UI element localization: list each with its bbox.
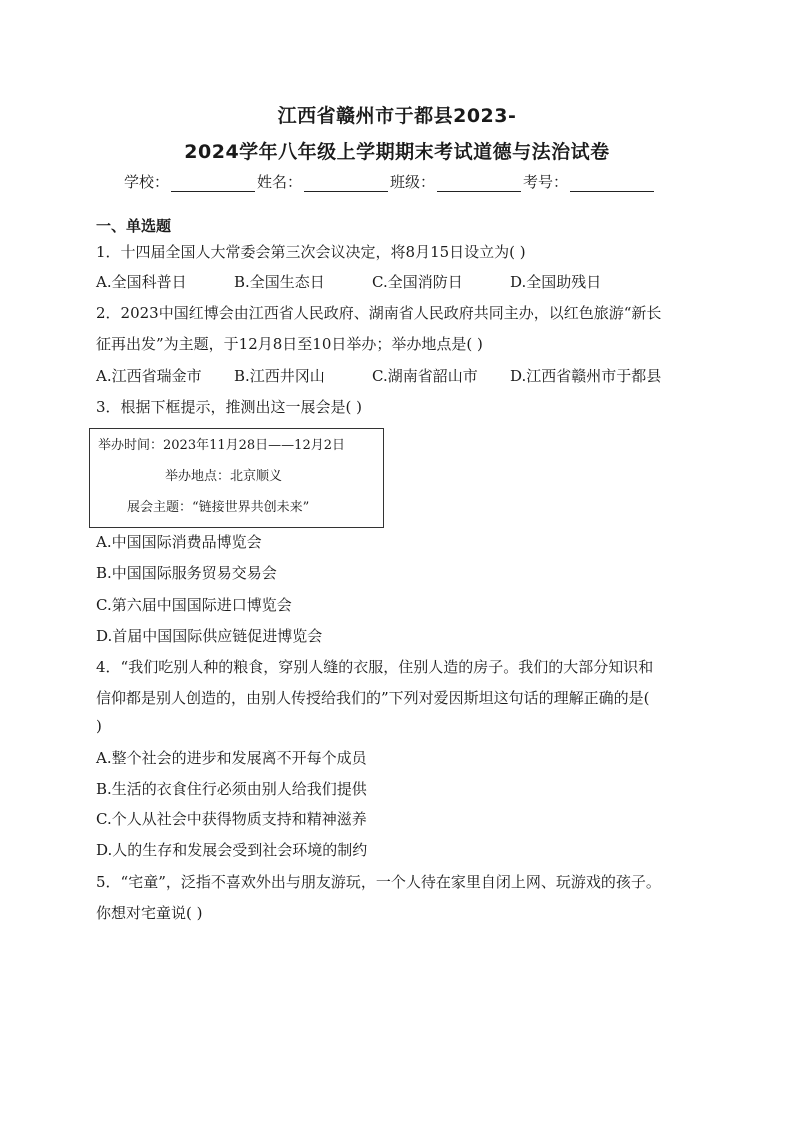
q2-stem-line2: 征再出发”为主题，于12月8日至10日举办；举办地点是( )	[96, 335, 483, 353]
q4-option-a[interactable]: A.整个社会的进步和发展离不开每个成员	[96, 749, 367, 767]
exhibition-place: 举办地点：北京顺义	[165, 469, 283, 484]
exam-no-blank[interactable]	[570, 175, 654, 192]
q2-option-d[interactable]: D.江西省赣州市于都县	[510, 367, 662, 385]
q2-option-b[interactable]: B.江西井冈山	[234, 367, 325, 385]
q2-stem-line1: 2．2023中国红博会由江西省人民政府、湖南省人民政府共同主办，以红色旅游“新长	[96, 304, 662, 322]
q3-option-a[interactable]: A.中国国际消费品博览会	[96, 533, 262, 551]
q5-stem-line1: 5．“宅童”，泛指不喜欢外出与朋友游玩，一个人待在家里自闭上网、玩游戏的孩子。	[96, 873, 661, 891]
q1-option-d[interactable]: D.全国助残日	[510, 273, 602, 291]
exhibition-theme: 展会主题：“链接世界共创未来”	[127, 500, 310, 515]
q4-stem-line3: )	[96, 717, 102, 735]
class-label: 班级：	[390, 173, 436, 191]
q3-stem: 3．根据下框提示，推测出这一展会是( )	[96, 398, 363, 416]
q4-stem-line2: 信仰都是别人创造的，由别人传授给我们的”下列对爱因斯坦这句话的理解正确的是(	[96, 689, 650, 707]
exhibition-info-box	[89, 428, 384, 528]
exam-title-line2: 2024学年八年级上学期期末考试道德与法治试卷	[184, 141, 610, 163]
school-blank[interactable]	[171, 175, 255, 192]
student-info-row	[124, 171, 656, 192]
q4-option-d[interactable]: D.人的生存和发展会受到社会环境的制约	[96, 841, 368, 859]
q1-stem: 1．十四届全国人大常委会第三次会议决定，将8月15日设立为( )	[96, 243, 526, 261]
q1-option-a[interactable]: A.全国科普日	[96, 273, 187, 291]
q1-option-c[interactable]: C.全国消防日	[372, 273, 463, 291]
exhibition-time: 举办时间：2023年11月28日——12月2日	[98, 438, 345, 453]
q2-option-a[interactable]: A.江西省瑞金市	[96, 367, 202, 385]
school-label: 学校：	[124, 173, 170, 191]
q3-option-d[interactable]: D.首届中国国际供应链促进博览会	[96, 627, 323, 645]
exam-no-label: 考号：	[523, 173, 569, 191]
q3-option-b[interactable]: B.中国国际服务贸易交易会	[96, 564, 277, 582]
q4-stem-line1: 4．“我们吃别人种的粮食，穿别人缝的衣服，住别人造的房子。我们的大部分知识和	[96, 658, 654, 676]
q1-option-b[interactable]: B.全国生态日	[234, 273, 325, 291]
q3-option-c[interactable]: C.第六届中国国际进口博览会	[96, 596, 292, 614]
q4-option-c[interactable]: C.个人从社会中获得物质支持和精神滋养	[96, 810, 367, 828]
name-blank[interactable]	[304, 175, 388, 192]
q4-option-b[interactable]: B.生活的衣食住行必须由别人给我们提供	[96, 780, 367, 798]
name-label: 姓名：	[257, 173, 303, 191]
q5-stem-line2: 你想对宅童说( )	[96, 904, 203, 922]
class-blank[interactable]	[437, 175, 521, 192]
exam-title-line1: 江西省赣州市于都县2023-	[277, 105, 517, 127]
q2-option-c[interactable]: C.湖南省韶山市	[372, 367, 478, 385]
section-heading: 一、单选题	[96, 217, 172, 235]
